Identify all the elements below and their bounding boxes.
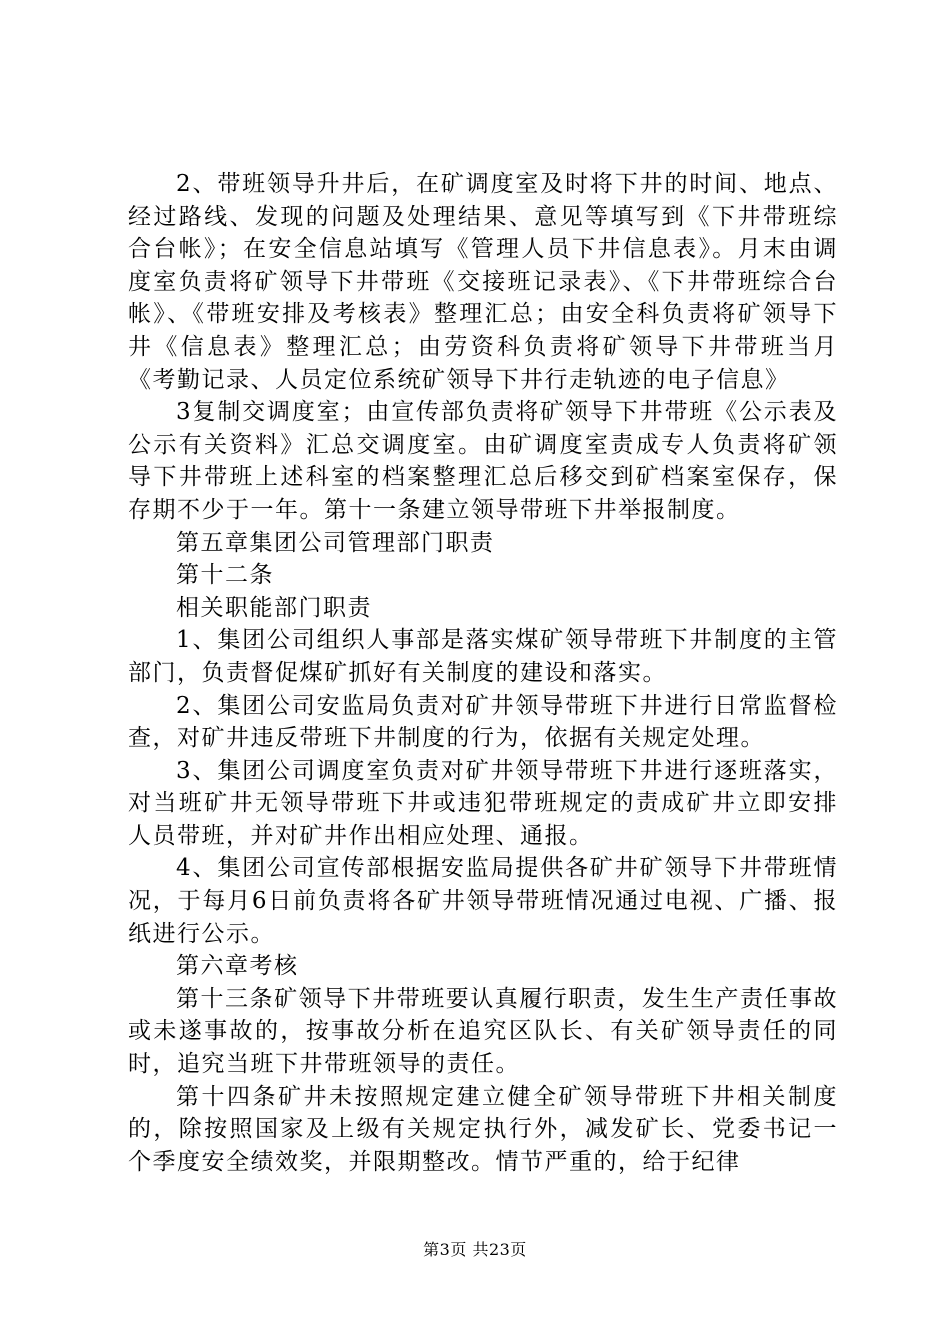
article-twelve-heading: 第十二条 bbox=[176, 562, 274, 589]
chapter-five-heading: 第五章集团公司管理部门职责 bbox=[176, 529, 495, 556]
article-twelve-subtitle: 相关职能部门职责 bbox=[176, 594, 372, 621]
paragraph-publicity-department: 4、集团公司宣传部根据安监局提供各矿井矿领导下井带班情况，于每月6日前负责将各矿井领导带班情况通过电视、广播、报纸进行公示。 bbox=[128, 855, 838, 947]
paragraph-article-fourteen: 第十四条矿井未按照规定建立健全矿领导带班下井相关制度的，除按照国家及上级有关规定执行外，减发矿长、党委书记一个季度安全绩效奖，并限期整改。情节严重的，给于纪律 bbox=[128, 1083, 838, 1175]
document-body bbox=[128, 168, 838, 1178]
paragraph-hr-department: 1、集团公司组织人事部是落实煤矿领导带班下井制度的主管部门，负责督促煤矿抓好有关制度的建设和落实。 bbox=[128, 627, 838, 686]
chapter-six-heading: 第六章考核 bbox=[176, 953, 299, 980]
paragraph-shift-end-record: 2、带班领导升井后，在矿调度室及时将下井的时间、地点、经过路线、发现的问题及处理结果、意见等填写到《下井带班综合台帐》；在安全信息站填写《管理人员下井信息表》。月末由调度室负责将矿领导下井带班《交接班记录表》、《下井带班综合台帐》、《带班安排及考核表》整理汇总；由安全科负责将矿领导下井《信息表》整理汇总；由劳资科负责将矿领导下井带班当月《考勤记录、人员定位系统矿领导下井行走轨迹的电子信息》 bbox=[128, 171, 838, 393]
paragraph-safety-bureau: 2、集团公司安监局负责对矿井领导带班下井进行日常监督检查，对矿井违反带班下井制度的行为，依据有关规定处理。 bbox=[128, 692, 838, 752]
paragraph-article-thirteen: 第十三条矿领导下井带班要认真履行职责，发生生产责任事故或未遂事故的，按事故分析在追究区队长、有关矿领导责任的同时，追究当班下井带班领导的责任。 bbox=[128, 985, 838, 1078]
page-number-footer: 第3页 共23页 bbox=[423, 1240, 527, 1259]
paragraph-archive-copy: 3复制交调度室；由宣传部负责将矿领导下井带班《公示表及公示有关资料》汇总交调度室。由矿调度室责成专人负责将矿领导下井带班上述科室的档案整理汇总后移交到矿档案室保存，保存期不少于一年。第十一条建立领导带班下井举报制度。 bbox=[128, 399, 838, 523]
paragraph-dispatch-office: 3、集团公司调度室负责对矿井领导带班下井进行逐班落实，对当班矿井无领导带班下井或违犯带班规定的责成矿井立即安排人员带班，并对矿井作出相应处理、通报。 bbox=[128, 757, 838, 849]
